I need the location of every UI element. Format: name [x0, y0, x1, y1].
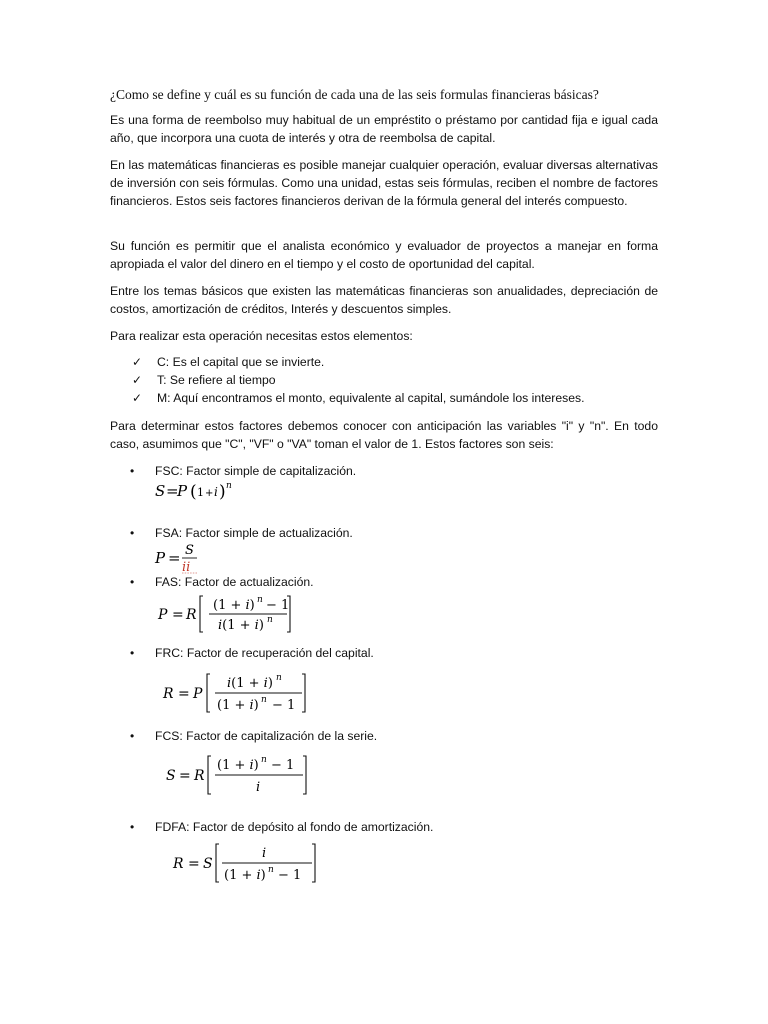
- svg-text:− 1: − 1: [278, 868, 302, 883]
- svg-text:=: =: [168, 549, 181, 567]
- formula-frc: [160, 670, 320, 716]
- svg-text:R: R: [173, 856, 184, 872]
- paragraph-elements-intro: Para realizar esta operación necesitas estos elementos:: [110, 329, 413, 343]
- svg-text:S: S: [166, 768, 176, 784]
- formula-fcs: [163, 752, 313, 798]
- bullet-icon: •: [130, 575, 135, 589]
- svg-text:+: +: [205, 488, 214, 499]
- svg-text:− 1: − 1: [266, 598, 290, 613]
- svg-text:=: =: [172, 607, 184, 623]
- bullet-icon: •: [130, 820, 135, 834]
- checkmark-icon: ✓: [132, 373, 143, 387]
- svg-text:n: n: [276, 673, 282, 683]
- svg-text:=: =: [178, 686, 190, 702]
- bullet-icon: •: [130, 526, 135, 540]
- svg-text:ii: ii: [182, 560, 191, 575]
- list-item: [132, 371, 672, 389]
- svg-text:(1 + i): (1 + i): [213, 598, 255, 613]
- svg-text:S: S: [185, 543, 194, 558]
- svg-text:R: R: [186, 607, 197, 623]
- svg-text:n: n: [257, 595, 263, 605]
- svg-text:n: n: [268, 865, 274, 875]
- svg-text:=: =: [188, 856, 200, 872]
- factor-title: FRC: Factor de recuperación del capital.: [155, 646, 374, 660]
- formula-fdfa: [170, 840, 320, 886]
- factor-title: FSA: Factor simple de actualización.: [155, 526, 353, 540]
- svg-text:i: i: [214, 485, 218, 499]
- svg-text:i: i: [256, 780, 261, 795]
- checkmark-icon: ✓: [132, 355, 143, 369]
- factor-title: FAS: Factor de actualización.: [155, 575, 314, 589]
- svg-text:n: n: [226, 481, 232, 491]
- svg-text:− 1: − 1: [272, 698, 296, 713]
- svg-text:− 1: − 1: [271, 758, 295, 773]
- svg-text:(1 + i): (1 + i): [224, 868, 266, 883]
- factor-title: FCS: Factor de capitalización de la serie.: [155, 729, 378, 743]
- svg-text:(1 + i): (1 + i): [217, 758, 259, 773]
- paragraph-factors-intro: Para determinar estos factores debemos conocer con anticipación las variables "i" y "n". En todo caso, asumimos que "C", "VF" o "VA" toman el valor de 1. Estos factores son seis:: [110, 419, 658, 452]
- list-item-text: T: Se refiere al tiempo: [157, 373, 276, 387]
- paragraph-definition: Es una forma de reembolso muy habitual de un empréstito o préstamo por cantidad fija e igual cada año, que incorpora una cuota de interés y otra de reembolsa de capital.: [110, 113, 658, 146]
- formula-fsa: [155, 541, 215, 575]
- list-item: [132, 389, 672, 407]
- svg-text:(: (: [190, 482, 197, 502]
- svg-text:i(1 + i): i(1 + i): [227, 676, 273, 691]
- svg-text:R: R: [163, 686, 174, 702]
- list-item-text: M: Aquí encontramos el monto, equivalente al capital, sumándole los intereses.: [157, 391, 585, 405]
- formula-fsc: [155, 478, 275, 504]
- svg-text:=: =: [166, 482, 179, 500]
- svg-text:1: 1: [197, 486, 204, 499]
- svg-text:): ): [219, 482, 226, 502]
- factor-title: FDFA: Factor de depósito al fondo de amortización.: [155, 820, 434, 834]
- svg-text:P: P: [177, 482, 188, 500]
- list-item: [132, 353, 672, 371]
- checkmark-icon: ✓: [132, 391, 143, 405]
- svg-text:P: P: [193, 686, 203, 702]
- question-heading: ¿Como se define y cuál es su función de cada una de las seis formulas financieras básicas?: [110, 87, 599, 102]
- paragraph-financial-math: En las matemáticas financieras es posible manejar cualquier operación, evaluar diversas alternativas de inversión con seis fórmulas. Como una unidad, estas seis fórmulas, reciben el nombre de factores financieros. Estos seis factores financieros derivan de la fórmula general del interés compuesto.: [110, 158, 658, 209]
- svg-text:S: S: [155, 482, 166, 500]
- bullet-icon: •: [130, 646, 135, 660]
- bullet-icon: •: [130, 464, 135, 478]
- paragraph-function: Su función es permitir que el analista económico y evaluador de proyectos a manejar en forma apropiada el valor del dinero en el tiempo y el costo de oportunidad del capital.: [110, 239, 658, 272]
- svg-text:i(1 + i): i(1 + i): [218, 618, 264, 633]
- svg-text:n: n: [261, 755, 267, 765]
- svg-text:n: n: [261, 695, 267, 705]
- svg-text:P: P: [158, 607, 168, 623]
- paragraph-basic-topics: Entre los temas básicos que existen las matemáticas financieras son anualidades, depreciación de costos, amortización de créditos, Interés y descuentos simples.: [110, 284, 658, 317]
- svg-text:=: =: [179, 768, 191, 784]
- elements-checklist: [132, 353, 672, 407]
- svg-text:S: S: [203, 856, 213, 872]
- bullet-icon: •: [130, 729, 135, 743]
- svg-text:(1 + i): (1 + i): [217, 698, 259, 713]
- svg-text:R: R: [194, 768, 205, 784]
- factor-title: FSC: Factor simple de capitalización.: [155, 464, 357, 478]
- svg-text:n: n: [267, 615, 273, 625]
- svg-text:i: i: [262, 846, 267, 861]
- formula-fas: [155, 592, 305, 636]
- list-item-text: C: Es el capital que se invierte.: [157, 355, 325, 369]
- svg-text:P: P: [155, 549, 166, 567]
